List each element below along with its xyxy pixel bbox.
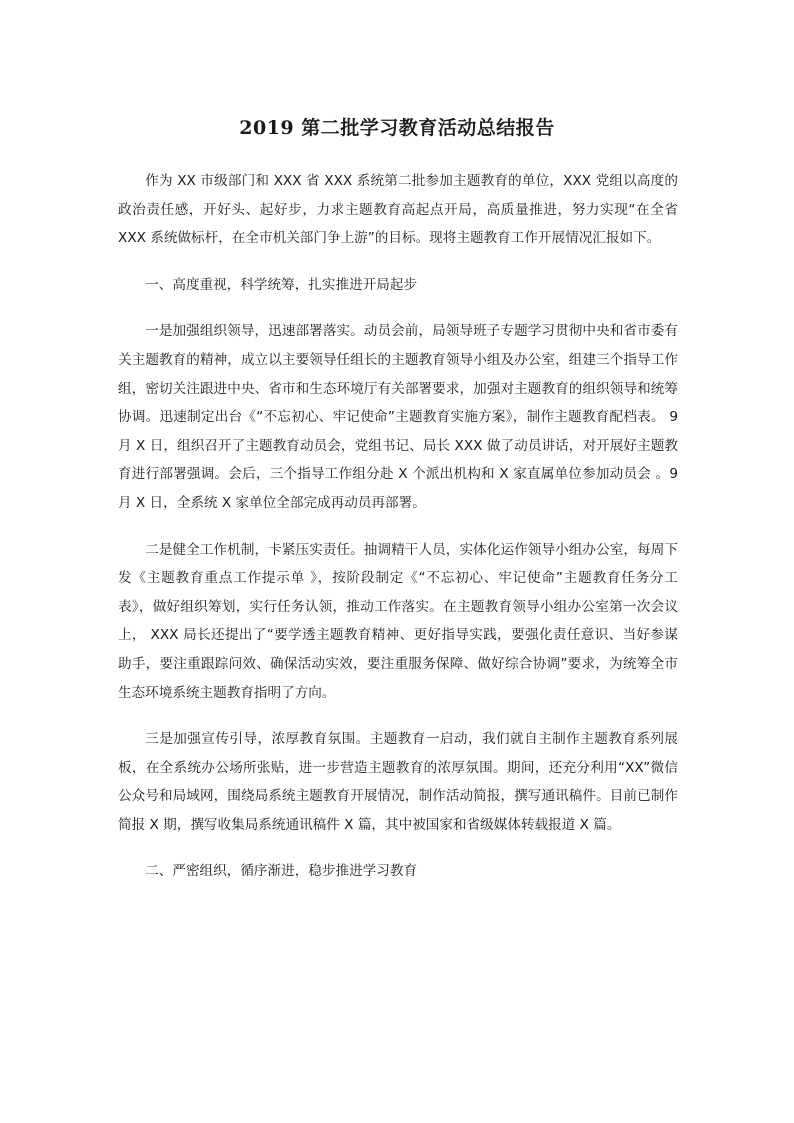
intro-paragraph: 作为 XX 市级部门和 XXX 省 XXX 系统第二批参加主题教育的单位，XXX 党组以高度的政治责任感，开好头、起好步，力求主题教育高起点开局，高质量推进，努力实现“在全省 XXX 系统做标杆，在全市机关部门争上游”的目标。现将主题教育工作开展情况汇报如下。 [118, 173, 678, 247]
document-title: 2019 第二批学习教育活动总结报告 [239, 117, 555, 139]
section-1-paragraph-2: 二是健全工作机制，卡紧压实责任。抽调精干人员，实体化运作领导小组办公室，每周下发《主题教育重点工作提示单 》，按阶段制定《“不忘初心、牢记使命”主题教育任务分工表》，做好组织筹划，实行任务认领，推动工作落实。在主题教育领导小组办公室第一次会议上， XXX 局长还提出了“要学透主题教育精神、更好指导实践，要强化责任意识、当好参谋助手，要注重跟踪问效、确保活动实效，要注重服务保障、做好综合协调”要求，为统筹全市生态环境系统主题教育指明了方向。 [118, 541, 678, 701]
section-1-heading: 一、高度重视，科学统筹，扎实推进开局起步 [145, 276, 418, 293]
document-body [118, 167, 678, 904]
section-1-paragraph-1: 一是加强组织领导，迅速部署落实。动员会前，局领导班子专题学习贯彻中央和省市委有关主题教育的精神，成立以主要领导任组长的主题教育领导小组及办公室，组建三个指导工作组，密切关注跟进中央、省市和生态环境厅有关部署要求，加强对主题教育的组织领导和统筹协调。迅速制定出台《“不忘初心、牢记使命”主题教育实施方案》，制作主题教育配档表。 9 月 X 日，组织召开了主题教育动员会，党组书记、局长 XXX 做了动员讲话，对开展好主题教育进行部署强调。会后，三个指导工作组分赴 X 个派出机构和 X 家直属单位参加动员会 。9 月 X 日，全系统 X 家单位全部完成再动员再部署。 [118, 323, 678, 511]
section-2-heading: 二、严密组织，循序渐进，稳步推进学习教育 [145, 863, 418, 880]
section-1-paragraph-3: 三是加强宣传引导，浓厚教育氛围。主题教育一启动，我们就自主制作主题教育系列展板，在全系统办公场所张贴，进一步营造主题教育的浓厚氛围。期间，还充分利用“XX”微信公众号和局域网，围绕局系统主题教育开展情况，制作活动简报，撰写通讯稿件。目前已制作 简报 X 期，撰写收集局系统通讯稿件 X 篇，其中被国家和省级媒体转载报道 X 篇。 [118, 731, 678, 833]
